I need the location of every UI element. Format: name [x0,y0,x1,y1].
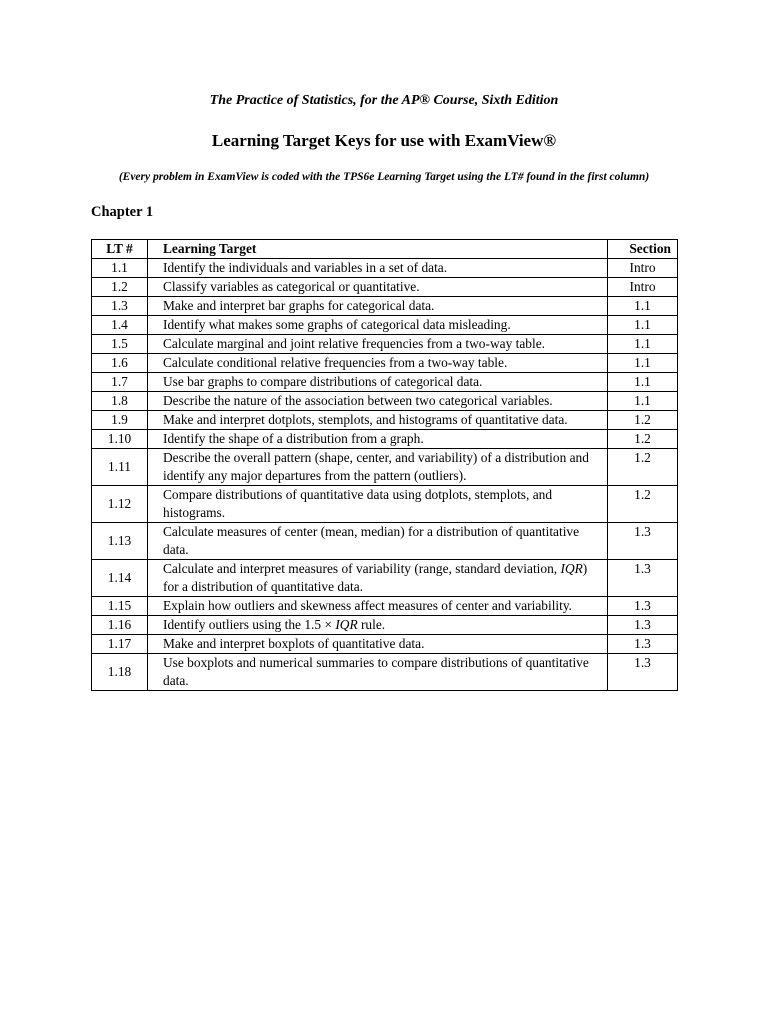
lt-number: 1.10 [92,430,148,449]
table-row [92,430,678,449]
table-row [92,523,678,560]
table-row [92,449,678,486]
table-row [92,335,678,354]
lt-number: 1.7 [92,373,148,392]
table-row [92,654,678,691]
lt-number: 1.1 [92,259,148,278]
lt-number: 1.3 [92,297,148,316]
section: 1.2 [608,486,678,523]
section: 1.2 [608,449,678,486]
learning-target: Identify the individuals and variables in a set of data. [148,259,608,278]
table-header-row [92,240,678,259]
lt-number: 1.12 [92,486,148,523]
learning-target: Compare distributions of quantitative data using dotplots, stemplots, and histograms. [148,486,608,523]
section: 1.3 [608,654,678,691]
section: Intro [608,259,678,278]
table-row [92,354,678,373]
learning-target-text: rule. [357,617,386,632]
header-learning-target: Learning Target [148,240,608,259]
learning-target: Calculate marginal and joint relative frequencies from a two-way table. [148,335,608,354]
section: 1.3 [608,523,678,560]
learning-target: Use boxplots and numerical summaries to compare distributions of quantitative data. [148,654,608,691]
lt-number: 1.14 [92,560,148,597]
lt-number: 1.5 [92,335,148,354]
learning-target: Make and interpret boxplots of quantitative data. [148,635,608,654]
section: 1.3 [608,597,678,616]
table-row [92,316,678,335]
lt-number: 1.16 [92,616,148,635]
learning-target: Calculate conditional relative frequencies from a two-way table. [148,354,608,373]
table-row [92,411,678,430]
learning-target-table [91,239,678,691]
iqr-term: IQR [335,617,358,632]
table-row [92,392,678,411]
document-title: Learning Target Keys for use with ExamView® [211,131,557,150]
section: 1.3 [608,560,678,597]
lt-number: 1.13 [92,523,148,560]
lt-number: 1.17 [92,635,148,654]
learning-target: Make and interpret dotplots, stemplots, and histograms of quantitative data. [148,411,608,430]
table-row [92,560,678,597]
lt-number: 1.11 [92,449,148,486]
header-section: Section [608,240,678,259]
section: 1.1 [608,373,678,392]
learning-target: Identify the shape of a distribution from a graph. [148,430,608,449]
iqr-term: IQR [560,561,583,576]
learning-target: Calculate measures of center (mean, median) for a distribution of quantitative data. [148,523,608,560]
section: 1.3 [608,616,678,635]
section: 1.1 [608,297,678,316]
table-row [92,278,678,297]
document-subtitle: (Every problem in ExamView is coded with the TPS6e Learning Target using the LT# found in the first column) [118,171,650,183]
lt-number: 1.15 [92,597,148,616]
learning-target: Classify variables as categorical or quantitative. [148,278,608,297]
header-lt-number: LT # [92,240,148,259]
table-row [92,259,678,278]
table-row [92,486,678,523]
learning-target: Describe the nature of the association between two categorical variables. [148,392,608,411]
learning-target: Use bar graphs to compare distributions of categorical data. [148,373,608,392]
table-row [92,597,678,616]
book-title: The Practice of Statistics, for the AP® Course, Sixth Edition [209,93,559,108]
section: 1.3 [608,635,678,654]
learning-target-text: Calculate and interpret measures of variability (range, standard deviation, [163,561,561,576]
table-row [92,373,678,392]
learning-target-text: ) for a distribution of quantitative data. [163,561,588,594]
learning-target: Identify what makes some graphs of categorical data misleading. [148,316,608,335]
lt-number: 1.9 [92,411,148,430]
lt-number: 1.8 [92,392,148,411]
learning-target: Make and interpret bar graphs for categorical data. [148,297,608,316]
learning-target [148,616,608,635]
lt-number: 1.4 [92,316,148,335]
learning-target: Describe the overall pattern (shape, center, and variability) of a distribution and identify any major departures from the pattern (outliers). [148,449,608,486]
section: 1.1 [608,316,678,335]
learning-target-text: Identify outliers using the 1.5 × [163,617,336,632]
lt-number: 1.6 [92,354,148,373]
table-row [92,635,678,654]
section: 1.1 [608,354,678,373]
section: 1.1 [608,392,678,411]
section: 1.2 [608,411,678,430]
section: Intro [608,278,678,297]
table-row [92,297,678,316]
lt-number: 1.2 [92,278,148,297]
chapter-heading: Chapter 1 [91,204,154,220]
learning-target [148,560,608,597]
learning-target: Explain how outliers and skewness affect measures of center and variability. [148,597,608,616]
section: 1.1 [608,335,678,354]
lt-number: 1.18 [92,654,148,691]
section: 1.2 [608,430,678,449]
table-row [92,616,678,635]
